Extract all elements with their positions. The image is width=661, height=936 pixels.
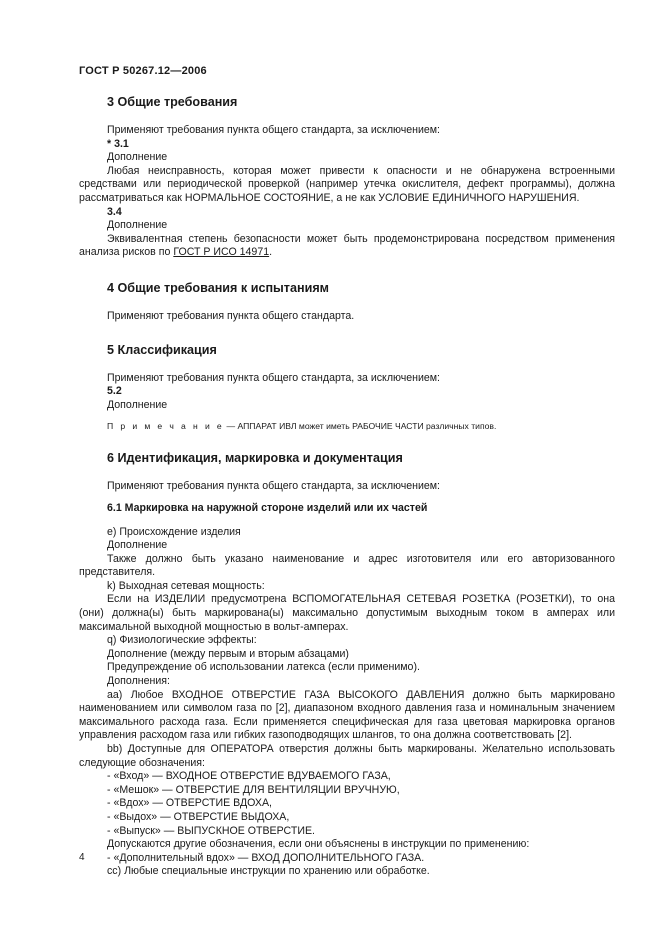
item-k-text: Если на ИЗДЕЛИИ предусмотрена ВСПОМОГАТЕЛЬНАЯ СЕТЕВАЯ РОЗЕТКА (РОЗЕТКИ), то она (они) должна(ы) быть маркирована(ы) максимально допустимым выходным током в амперах или максимальной выходной мощностью в вольт-амперах. (79, 593, 615, 633)
addition-label: Дополнение (107, 151, 168, 164)
section-4-intro: Применяют требования пункта общего стандарта. (107, 309, 355, 322)
item-q-warning: Предупреждение об использовании латекса (если применимо). (107, 661, 420, 674)
clause-3-1: * 3.1 (107, 137, 129, 150)
standard-reference-link[interactable]: ГОСТ Р ИСО 14971 (173, 246, 270, 259)
additions-label: Дополнения: (107, 675, 170, 688)
item-bb: bb) Доступные для ОПЕРАТОРА отверстия должны быть маркированы. Желательно использовать следующие обозначения: (79, 743, 615, 769)
addition-label: Дополнение (107, 539, 168, 552)
section-5-intro: Применяют требования пункта общего стандарта, за исключением: (107, 371, 441, 384)
clause-6-1-title: 6.1 Маркировка на наружной стороне изделий или их частей (107, 501, 428, 514)
item-q-addition: Дополнение (между первым и вторым абзацами) (107, 647, 349, 660)
clause-5-2: 5.2 (107, 385, 122, 398)
addition-label: Дополнение (107, 219, 168, 232)
item-aa: аа) Любое ВХОДНОЕ ОТВЕРСТИЕ ГАЗА ВЫСОКОГО ДАВЛЕНИЯ должно быть маркировано наименованием или символом газа по [2], диапазоном входного давления газа и номинальным значением максимального расхода газа. Если применяется специфическая для газа цветовая маркировка органов управления расходом газа или гибких газоподводящих шлангов, то она должна соответствовать [2]. (79, 688, 615, 742)
item-e-text: Также должно быть указано наименование и адрес изготовителя или его авторизованного представителя. (79, 552, 615, 579)
note-label: П р и м е ч а н и е (107, 421, 225, 432)
section-3-intro: Применяют требования пункта общего стандарта, за исключением: (107, 124, 441, 136)
clause-3-4-text (79, 233, 615, 260)
list-item: - «Выдох» — ОТВЕРСТИЕ ВЫДОХА, (107, 810, 290, 823)
list-item: - «Выпуск» — ВЫПУСКНОЕ ОТВЕРСТИЕ. (107, 824, 315, 837)
other-designations: Допускаются другие обозначения, если они объяснены в инструкции по применению: (107, 838, 530, 851)
page-number: 4 (79, 852, 85, 863)
section-3-title: 3 Общие требования (107, 95, 238, 109)
clause-3-4-text-start: Эквивалентная степень безопасности может быть продемонстрирована посредством применения анализа рисков по (79, 232, 615, 259)
section-6-intro: Применяют требования пункта общего стандарта, за исключением: (107, 480, 441, 493)
document-header: ГОСТ Р 50267.12—2006 (79, 65, 207, 77)
addition-label: Дополнение (107, 398, 168, 411)
clause-3-4: 3.4 (107, 205, 122, 218)
list-item: - «Мешок» — ОТВЕРСТИЕ ДЛЯ ВЕНТИЛЯЦИИ ВРУЧНУЮ, (107, 783, 400, 796)
note-text: — АППАРАТ ИВЛ может иметь РАБОЧИЕ ЧАСТИ различных типов. (224, 421, 497, 432)
item-k: k) Выходная сетевая мощность: (107, 579, 265, 592)
list-item: - «Вход» — ВХОДНОЕ ОТВЕРСТИЕ ВДУВАЕМОГО ГАЗА, (107, 770, 391, 783)
document-body (79, 94, 615, 879)
list-item: - «Дополнительный вдох» — ВХОД ДОПОЛНИТЕЛЬНОГО ГАЗА. (107, 851, 425, 864)
item-cc: сс) Любые специальные инструкции по хранению или обработке. (107, 865, 430, 878)
item-e: е) Происхождение изделия (107, 525, 241, 538)
section-6-title: 6 Идентификация, маркировка и документация (107, 451, 403, 466)
item-q: q) Физиологические эффекты: (107, 634, 257, 647)
section-5-title: 5 Классификация (107, 342, 217, 357)
clause-3-4-text-end: . (269, 246, 273, 259)
section-4-title: 4 Общие требования к испытаниям (107, 280, 329, 295)
note (79, 420, 615, 432)
clause-3-1-text: Любая неисправность, которая может привести к опасности и не обнаружена встроенными средствами или периодической проверкой (например утечка окислителя, дефект программы), должна рассматриваться как НОРМАЛЬНОЕ СОСТОЯНИЕ, а не как УСЛОВИЕ ЕДИНИЧНОГО НАРУШЕНИЯ. (79, 164, 615, 204)
list-item: - «Вдох» — ОТВЕРСТИЕ ВДОХА, (107, 797, 272, 810)
